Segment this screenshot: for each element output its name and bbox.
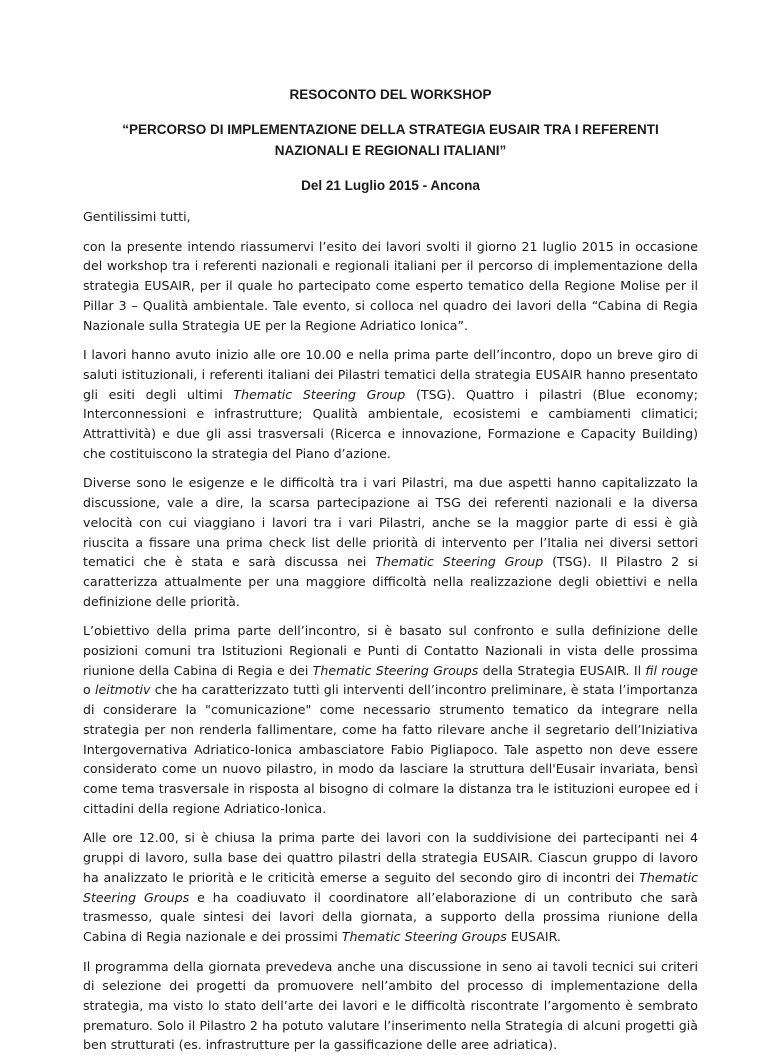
p5-italic-1: Thematic Steering Groups xyxy=(83,869,698,905)
paragraph-4 xyxy=(83,621,698,818)
document-title: RESOCONTO DEL WORKSHOP xyxy=(289,87,492,102)
p4-italic-3: leitmotiv xyxy=(94,682,151,698)
p4-italic-1: Thematic Steering Groups xyxy=(312,662,479,678)
p4-text-d: che ha caratterizzato tutti gli interventi dell’incontro preliminare, è stata l’importanza di considerare la "comunicazione" come necessario strumento tematico da integrare nella strategia per non renderla fallimentare, come ha fatto rilevare anche il segretario dell’Iniziativa Intergovernativa Adriatico-Ionica ambasciatore Fabio Pigliapoco. Tale aspetto non deve essere considerato come un nuovo pilastro, in modo da lasciare la struttura dell'Eusair invariata, bensì come tema trasversale in risposta al bisogno di colmare la distanza tra le istituzioni europee ed i cittadini della regione Adriatico-Ionica. xyxy=(83,682,698,816)
p4-text-b: della Strategia EUSAIR. Il xyxy=(478,662,646,678)
p5-text-c: EUSAIR. xyxy=(506,928,561,944)
p5-text-b: e ha coadiuvato il coordinatore all’elaborazione di un contributo che sarà trasmesso, quale sintesi dei lavori della giornata, a supporto della prossima riunione della Cabina di Regia nazionale e dei prossimi xyxy=(83,889,698,944)
p2-text-a: I lavori hanno avuto inizio alle ore 10.00 e nella prima parte dell’incontro, dopo un breve giro di saluti istituzionali, i referenti italiani dei Pilastri tematici della strategia EUSAIR hanno presentato gli esiti degli ultimi xyxy=(83,347,698,402)
p4-italic-2: fil rouge xyxy=(645,662,698,678)
p4-text-c: o xyxy=(83,682,95,698)
p5-text-a: Alle ore 12.00, si è chiusa la prima parte dei lavori con la suddivisione dei partecipanti nei 4 gruppi di lavoro, sulla base dei quattro pilastri della strategia EUSAIR. Ciascun gruppo di lavoro ha analizzato le priorità e le criticità emerse a seguito del secondo giro di incontri dei xyxy=(83,830,698,885)
workshop-date: Del 21 Luglio 2015 - Ancona xyxy=(301,178,480,193)
p3-italic-1: Thematic Steering Group xyxy=(375,554,544,570)
p4-text-a: L’obiettivo della prima parte dell’incontro, si è basato sul confronto e sulla definizione delle posizioni comuni tra Istituzioni Regionali e Punti di Contatto Nazionali in vista delle prossima riunione della Cabina di Regia e dei xyxy=(83,623,698,678)
p2-italic-1: Thematic Steering Group xyxy=(233,386,406,402)
p5-italic-2: Thematic Steering Groups xyxy=(341,928,507,944)
p3-text-a: Diverse sono le esigenze e le difficoltà tra i vari Pilastri, ma due aspetti hanno capitalizzato la discussione, vale a dire, la scarsa partecipazione ai TSG dei referenti nazionali e la diversa velocità con cui viaggiano i lavori tra i vari Pilastri, anche se la maggior parte di essi è già riuscita a fissare una prima check list delle priorità di intervento per l’Italia nei diversi settori tematici che è stata e sarà discussa nei xyxy=(83,475,698,570)
paragraph-2 xyxy=(83,345,698,463)
p3-text-b: (TSG). Il Pilastro 2 si caratterizza attualmente per una maggiore difficoltà nella realizzazione degli obiettivi e nella definizione delle priorità. xyxy=(83,554,698,609)
greeting: Gentilissimi tutti, xyxy=(83,209,191,224)
paragraph-3 xyxy=(83,473,698,611)
p2-text-b: (TSG). Quattro i pilastri (Blue economy; Interconnessioni e infrastrutture; Qualità ambientale, ecosistemi e cambiamenti climatici; Attrattività) e due gli assi trasversali (Ricerca e innovazione, Formazione e Capacity Building) che costituiscono la strategia del Piano d’azione. xyxy=(83,386,698,461)
paragraph-1: con la presente intendo riassumervi l’esito dei lavori svolti il giorno 21 luglio 2015 in occasione del workshop tra i referenti nazionali e regionali italiani per il percorso di implementazione della strategia EUSAIR, per il quale ho partecipato come esperto tematico della Regione Molise per il Pillar 3 – Qualità ambientale. Tale evento, si colloca nel quadro dei lavori della “Cabina di Regia Nazionale sulla Strategia UE per la Regione Adriatico Ionica”. xyxy=(83,238,698,333)
paragraph-5 xyxy=(83,828,698,946)
paragraph-6: Il programma della giornata prevedeva anche una discussione in seno ai tavoli tecnici sui criteri di selezione dei progetti da promuovere nell’ambito del processo di implementazione della strategia, ma visto lo stato dell’arte dei lavori e le difficoltà riscontrate l’argomento è sembrato prematuro. Solo il Pilastro 2 ha potuto valutare l’inserimento nella Strategia di alcuni progetti già ben strutturati (es. infrastrutture per la gassificazione delle aree adriatica). xyxy=(83,958,698,1053)
workshop-subtitle: “PERCORSO DI IMPLEMENTAZIONE DELLA STRATEGIA EUSAIR TRA I REFERENTI NAZIONALI E REGIONALI ITALIANI” xyxy=(122,122,659,158)
